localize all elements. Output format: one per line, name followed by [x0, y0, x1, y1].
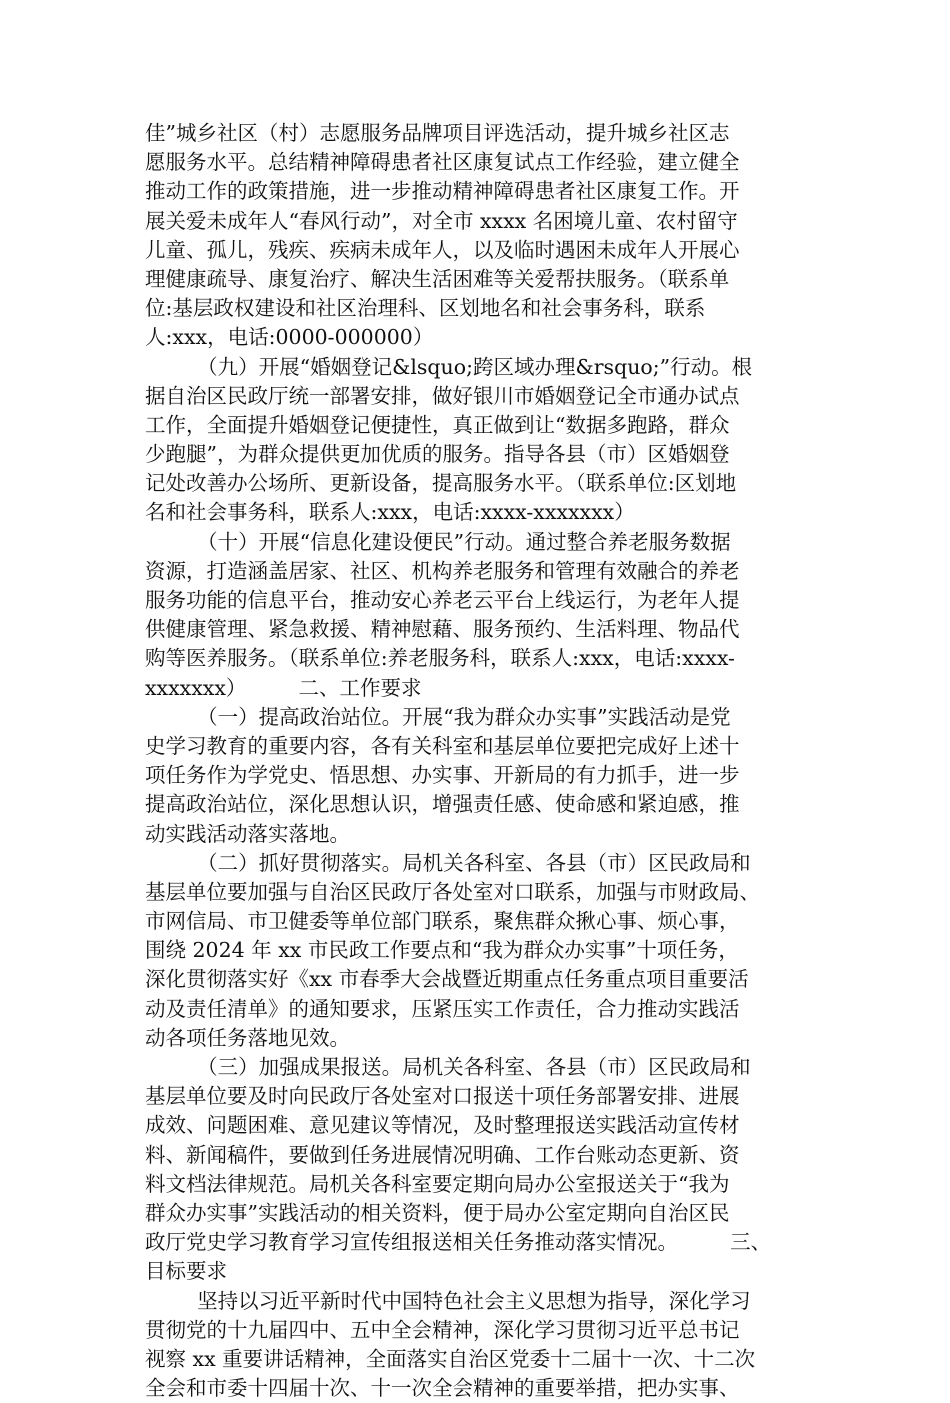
text-line: 料文档法律规范。局机关各科室要定期向局办公室报送关于“我为: [145, 1171, 730, 1196]
text-line: 名和社会事务科，联系人:xxx，电话:xxxx-xxxxxxx）: [145, 500, 635, 525]
text-line: 儿童、孤儿，残疾、疾病未成年人，以及临时遇困未成年人开展心: [145, 237, 740, 262]
text-line: （三）加强成果报送。局机关各科室、各县（市）区民政局和: [145, 1055, 751, 1079]
text-line: 全会和市委十四届十次、十一次全会精神的重要举措，把办实事、: [145, 1376, 740, 1401]
text-line: 料、新闻稿件，要做到任务进展情况明确、工作台账动态更新、资: [145, 1142, 740, 1167]
text-line: 服务功能的信息平台，推动安心养老云平台上线运行，为老年人提: [145, 588, 740, 612]
text-line: 据自治区民政厅统一部署安排，做好银川市婚姻登记全市通办试点: [145, 383, 740, 408]
text-line: 愿服务水平。总结精神障碍患者社区康复试点工作经验，建立健全: [145, 150, 740, 175]
text-line: 项任务作为学党史、悟思想、办实事、开新局的有力抓手，进一步: [145, 763, 740, 788]
text-line: 位:基层政权建设和社区治理科、区划地名和社会事务科，联系: [145, 296, 706, 321]
text-line: 基层单位要加强与自治区民政厅各处室对口联系，加强与市财政局、: [145, 879, 760, 904]
text-line: 佳”城乡社区（村）志愿服务品牌项目评选活动，提升城乡社区志: [145, 121, 730, 145]
text-line: 提高政治站位，深化思想认识，增强责任感、使命感和紧迫感，推: [145, 792, 740, 817]
text-line: 群众办实事”实践活动的相关资料，便于局办公室定期向自治区民: [145, 1200, 730, 1225]
text-line: 资源，打造涵盖居家、社区、机构养老服务和管理有效融合的养老: [145, 558, 740, 583]
text-line: 动实践活动落实落地。: [145, 821, 350, 846]
text-line: （十）开展“信息化建设便民”行动。通过整合养老服务数据: [145, 529, 731, 554]
text-line: xxxxxxx） 二、工作要求: [145, 675, 422, 700]
text-line: 深化贯彻落实好《xx 市春季大会战暨近期重点任务重点项目重要活: [145, 967, 749, 992]
text-line: 理健康疏导、康复治疗、解决生活困难等关爱帮扶服务。（联系单: [145, 266, 730, 291]
text-line: 记处改善办公场所、更新设备，提高服务水平。（联系单位:区划地: [145, 471, 737, 496]
text-line: （九）开展“婚姻登记&lsquo;跨区域办理&rsquo;”行动。根: [145, 354, 753, 379]
text-line: 围绕 2024 年 xx 市民政工作要点和“我为群众办实事”十项任务，: [145, 938, 739, 963]
text-line: 动及责任清单》的通知要求，压紧压实工作责任，合力推动实践活: [145, 996, 740, 1021]
text-line: 展关爱未成年人“春风行动”，对全市 xxxx 名困境儿童、农村留守: [145, 208, 738, 233]
text-line: 基层单位要及时向民政厅各处室对口报送十项任务部署安排、进展: [145, 1084, 740, 1109]
text-line: 购等医养服务。（联系单位:养老服务科，联系人:xxx，电话:xxxx-: [145, 646, 735, 671]
text-line: 工作，全面提升婚姻登记便捷性，真正做到让“数据多跑路，群众: [145, 412, 730, 437]
text-line: 贯彻党的十九届四中、五中全会精神，深化学习贯彻习近平总书记: [145, 1317, 740, 1342]
text-line: 坚持以习近平新时代中国特色社会主义思想为指导，深化学习: [145, 1288, 751, 1313]
document-body: [145, 119, 815, 1403]
text-line: 视察 xx 重要讲话精神，全面落实自治区党委十二届十一次、十二次: [145, 1346, 756, 1371]
text-line: （一）提高政治站位。开展“我为群众办实事”实践活动是党: [145, 704, 731, 729]
text-line: 少跑腿”，为群众提供更加优质的服务。指导各县（市）区婚姻登: [145, 442, 730, 467]
text-line: 供健康管理、紧急救援、精神慰藉、服务预约、生活料理、物品代: [145, 617, 740, 642]
text-line: 市网信局、市卫健委等单位部门联系，聚焦群众揪心事、烦心事，: [145, 909, 740, 934]
text-line: 政厅党史学习教育学习宣传组报送相关任务推动落实情况。 三、: [145, 1230, 772, 1255]
text-line: 动各项任务落地见效。: [145, 1025, 350, 1050]
text-line: 成效、问题困难、意见建议等情况，及时整理报送实践活动宣传材: [145, 1113, 740, 1138]
text-line: （二）抓好贯彻落实。局机关各科室、各县（市）区民政局和: [145, 850, 751, 875]
text-line: 人:xxx，电话:0000-000000）: [145, 325, 434, 350]
text-line: 目标要求: [145, 1259, 227, 1284]
text-line: 史学习教育的重要内容，各有关科室和基层单位要把完成好上述十: [145, 733, 740, 758]
text-line: 推动工作的政策措施，进一步推动精神障碍患者社区康复工作。开: [145, 179, 740, 204]
